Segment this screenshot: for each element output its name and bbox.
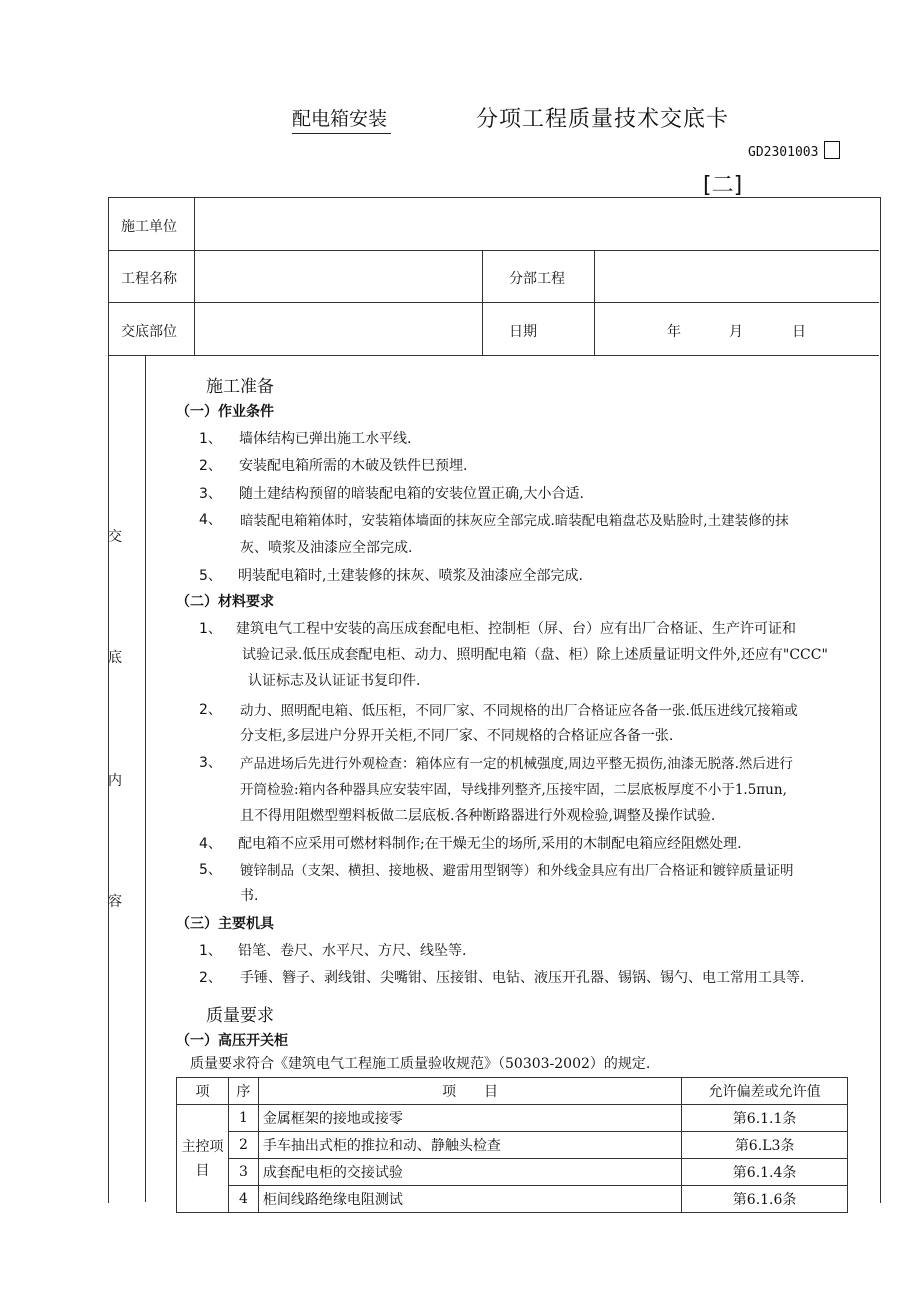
list-item: 明装配电箱时,土建装修的抹灰、喷浆及油漆应全部完成.: [238, 568, 583, 584]
list-item-cont: 书.: [240, 888, 259, 904]
date-day: 日: [792, 324, 806, 340]
section-title-quality: 质量要求: [206, 1006, 274, 1026]
side-label: 容: [108, 894, 122, 910]
subsection-hv-cabinet: （一）高压开关柜: [176, 1033, 288, 1049]
row-divider: [108, 302, 879, 303]
side-label: 交: [108, 529, 122, 545]
table-cell-item: 成套配电柜的交接试验: [258, 1159, 681, 1186]
list-number: 1、: [199, 621, 222, 637]
side-label: 内: [108, 773, 122, 789]
quality-table: [176, 1077, 848, 1213]
table-cell-seq: 4: [228, 1186, 258, 1213]
col-divider: [194, 197, 195, 355]
list-number: 3、: [199, 755, 222, 771]
subsection-tools: （三）主要机具: [176, 916, 274, 932]
document-code-text: GD2301003: [748, 145, 819, 160]
list-item-cont: 试验记录.低压成套配电柜、动力、照明配电箱（盘、柜）除上述质量证明文件外,还应有"CCC": [242, 647, 828, 663]
table-group-main-control: 主控项目: [177, 1105, 229, 1213]
table-cell-value: 第6.L3条: [682, 1132, 848, 1159]
list-number: 1、: [199, 431, 222, 447]
list-item-cont: 灰、喷浆及油漆应全部完成.: [240, 540, 413, 556]
table-cell-item: 柜间线路绝缘电阻测试: [258, 1186, 681, 1213]
document-title: 分项工程质量技术交底卡: [476, 107, 730, 132]
list-item: 随土建结构预留的暗装配电箱的安装位置正确,大小合适.: [239, 486, 584, 502]
list-number: 3、: [199, 486, 222, 502]
document-bracket: [二]: [703, 173, 743, 198]
table-header-row: [177, 1078, 848, 1105]
list-number: 2、: [199, 458, 222, 474]
quality-note: 质量要求符合《建筑电气工程施工质量验收规范》（50303-2002）的规定.: [190, 1056, 651, 1072]
row-divider: [108, 250, 879, 251]
list-number: 2、: [199, 970, 222, 986]
division-label: 分部工程: [509, 271, 565, 287]
list-item-cont: 分支柜,多层进户分界开关柜,不同厂家、不同规格的合格证应各备一张.: [240, 728, 674, 744]
subject-title: 配电箱安装: [292, 104, 391, 134]
date-year: 年: [667, 324, 681, 340]
col-divider: [594, 250, 595, 355]
col-divider: [145, 355, 146, 1202]
list-item: 配电箱不应采用可燃材料制作;在干燥无尘的场所,采用的木制配电箱应经阻燃处理.: [238, 836, 742, 852]
construction-unit-label: 施工单位: [121, 219, 177, 235]
section-title-preparation: 施工准备: [206, 377, 274, 397]
table-cell-seq: 2: [228, 1132, 258, 1159]
date-label: 日期: [509, 324, 537, 340]
list-item: 墙体结构已弹出施工水平线.: [239, 431, 412, 447]
table-header: 序: [228, 1078, 258, 1105]
project-name-label: 工程名称: [121, 271, 177, 287]
list-number: 5、: [199, 568, 222, 584]
row-divider: [108, 355, 879, 356]
table-cell-item: 金属框架的接地或接零: [258, 1105, 681, 1132]
table-cell-item: 手车抽出式柜的推拉和动、静触头检查: [258, 1132, 681, 1159]
list-number: 5、: [199, 862, 222, 878]
table-cell-seq: 1: [228, 1105, 258, 1132]
table-row: [177, 1159, 848, 1186]
table-header: 项 目: [258, 1078, 681, 1105]
list-item-cont: 且不得用阻燃型塑料板做二层底板.各种断路器进行外观检验,调整及操作试验.: [240, 808, 716, 824]
list-item-cont: 开筒检验:箱内各种器具应安装牢固，导线排列整齐,压接牢固，二层底板厚度不小于1.5πun,: [240, 782, 787, 798]
col-divider: [482, 250, 483, 355]
list-item-cont: 认证标志及认证证书复印件.: [248, 673, 421, 689]
list-item: 产品进场后先进行外观检查：箱体应有一定的机械强度,周边平整无损伤,油漆无脱落.然后进行: [240, 756, 793, 772]
handover-part-label: 交底部位: [121, 324, 177, 340]
list-item: 建筑电气工程中安装的高压成套配电柜、控制柜（屏、台）应有出厂合格证、生产许可证和: [236, 621, 796, 637]
list-item: 手锤、簪子、剥线钳、尖嘴钳、压接钳、电钻、液压开孔器、锡锅、锡勺、电工常用工具等.: [240, 970, 805, 986]
table-row: [177, 1132, 848, 1159]
checkbox-square-icon: [824, 141, 840, 159]
table-row: [177, 1105, 848, 1132]
table-cell-value: 第6.1.4条: [682, 1159, 848, 1186]
list-number: 4、: [199, 836, 222, 852]
list-item: 动力、照明配电箱、低压柜，不同厂家、不同规格的出厂合格证应各备一张.低压进线冗接箱或: [240, 703, 798, 719]
list-number: 4、: [199, 512, 222, 528]
table-cell-value: 第6.1.1条: [682, 1105, 848, 1132]
side-label: 底: [108, 650, 122, 666]
date-month: 月: [729, 324, 743, 340]
list-item: 铅笔、卷尺、水平尺、方尺、线坠等.: [238, 943, 467, 959]
list-item: 镀锌制品（支架、横担、接地极、避雷用型钢等）和外线金具应有出厂合格证和镀锌质量证明: [240, 863, 794, 879]
table-header: 允许偏差或允许值: [682, 1078, 848, 1105]
subsection-materials: （二）材料要求: [176, 594, 274, 610]
document-code: [748, 141, 840, 160]
table-cell-value: 第6.1.6条: [682, 1186, 848, 1213]
table-header: 项: [177, 1078, 229, 1105]
table-cell-seq: 3: [228, 1159, 258, 1186]
table-row: [177, 1186, 848, 1213]
list-item: 安装配电箱所需的木破及铁件巳预埋.: [239, 458, 468, 474]
list-number: 2、: [199, 702, 222, 718]
list-number: 1、: [199, 943, 222, 959]
subsection-conditions: （一）作业条件: [176, 404, 274, 420]
list-item: 暗装配电箱箱体时，安装箱体墙面的抹灰应全部完成.暗装配电箱盘芯及贴脸时,土建装修的抹: [240, 513, 789, 529]
